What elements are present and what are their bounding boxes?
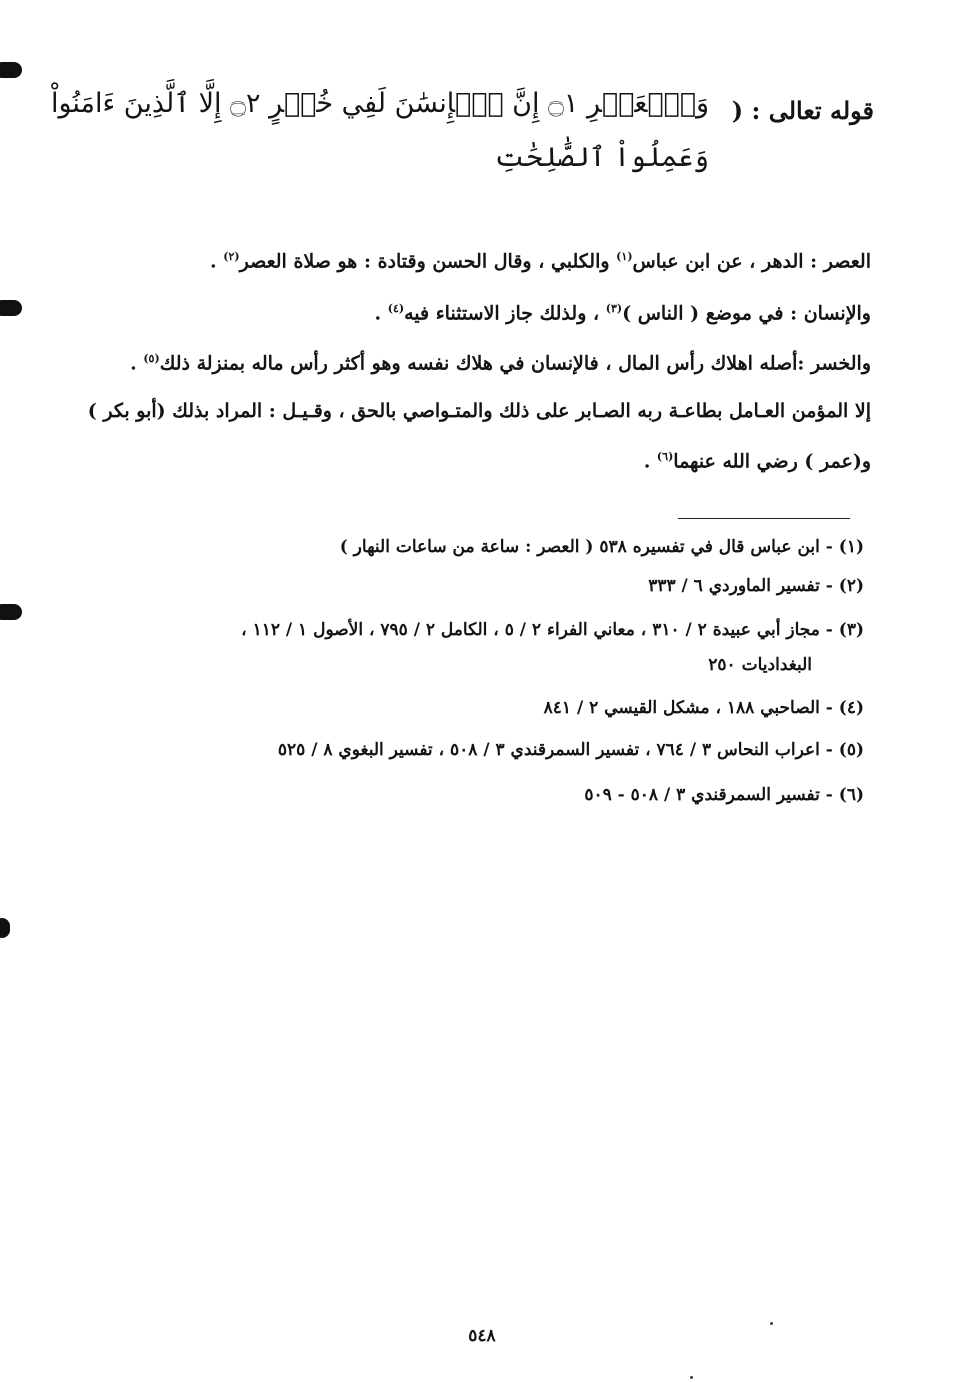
- body-line-5: [644, 450, 871, 472]
- footnote-4: (٤) - الصاحبي ١٨٨ ، مشكل القيسي ٢ / ٨٤١: [543, 698, 864, 718]
- footnote-3: (٣) - مجاز أبي عبيدة ٢ / ٣١٠ ، معاني الفراء ٢ / ٥ ، الكامل ٢ / ٧٩٥ ، الأصول ١ / ١١٢ ،: [241, 620, 864, 640]
- body-line-3: [130, 352, 871, 374]
- footnote-ref: (٢): [223, 250, 240, 263]
- footnote-separator: [678, 518, 850, 519]
- scan-speck: [770, 1322, 773, 1325]
- footnote-6: (٦) - تفسير السمرقندي ٣ / ٥٠٨ - ٥٠٩: [584, 785, 864, 805]
- body-text: والكلبي ، وقال الحسن وقتادة : هو صلاة العصر: [239, 250, 617, 273]
- body-text: .: [210, 250, 224, 273]
- punch-hole-mark: [0, 604, 22, 620]
- footnote-ref: (٦): [656, 450, 674, 463]
- body-text: والإنسان : في موضع ( الناس ): [622, 302, 871, 325]
- footnote-ref: (٤): [387, 302, 405, 315]
- punch-hole-mark: [0, 62, 22, 78]
- footnote-5: (٥) - اعراب النحاس ٣ / ٧٦٤ ، تفسير السمرقندي ٣ / ٥٠٨ ، تفسير البغوي ٨ / ٥٢٥: [277, 740, 864, 760]
- body-text: والخسر :أصله اهلاك رأس المال ، فالإنسان في هلاك نفسه وهو أكثر رأس ماله بمنزلة ذلك: [159, 352, 871, 375]
- body-text: .: [374, 302, 388, 325]
- body-text: .: [643, 450, 657, 473]
- footnote-2: (٢) - تفسير الماوردي ٦ / ٣٣٣: [648, 576, 864, 596]
- footnote-ref: (٣): [605, 302, 623, 315]
- body-line-4: [88, 400, 871, 422]
- footnote-1: (١) - ابن عباس قال في تفسيره ٥٣٨ ( العصر : ساعة من ساعات النهار ): [339, 537, 864, 557]
- footnote-ref: (١): [616, 250, 633, 263]
- verse-line-1: وَٱلۡعَصۡرِ ۝١ إِنَّ ٱلۡإِنسَٰنَ لَفِي خُسۡرٍ ۝٢ إِلَّا ٱلَّذِينَ ءَامَنُواْ: [50, 88, 709, 119]
- punch-hole-mark: [0, 300, 22, 316]
- verse-line-2: وَعَمِلُواْ ٱلصَّٰلِحَٰتِ: [494, 142, 709, 173]
- body-text: .: [130, 352, 144, 375]
- body-text: و(عمر ) رضي الله عنهما: [673, 450, 871, 473]
- body-line-1: [210, 250, 871, 272]
- punch-hole-mark: [0, 918, 10, 938]
- body-text: العصر : الدهر ، عن ابن عباس: [632, 250, 871, 273]
- body-line-2: [375, 302, 871, 324]
- verse-intro: قوله تعالى : (: [731, 96, 874, 125]
- scan-speck: [690, 1376, 693, 1379]
- page-number: ٥٤٨: [468, 1326, 496, 1346]
- footnote-3-continued: البغداديات ٢٥٠: [708, 655, 812, 675]
- footnote-ref: (٥): [143, 352, 160, 365]
- body-text: إلا المؤمن العـامل بطاعـة ربه الصـابر على ذلك والمتـواصي بالحق ، وقـيـل : المراد بذلك (أبو بكر ): [87, 400, 871, 422]
- body-text: ، ولذلك جاز الاستثناء فيه: [404, 302, 606, 325]
